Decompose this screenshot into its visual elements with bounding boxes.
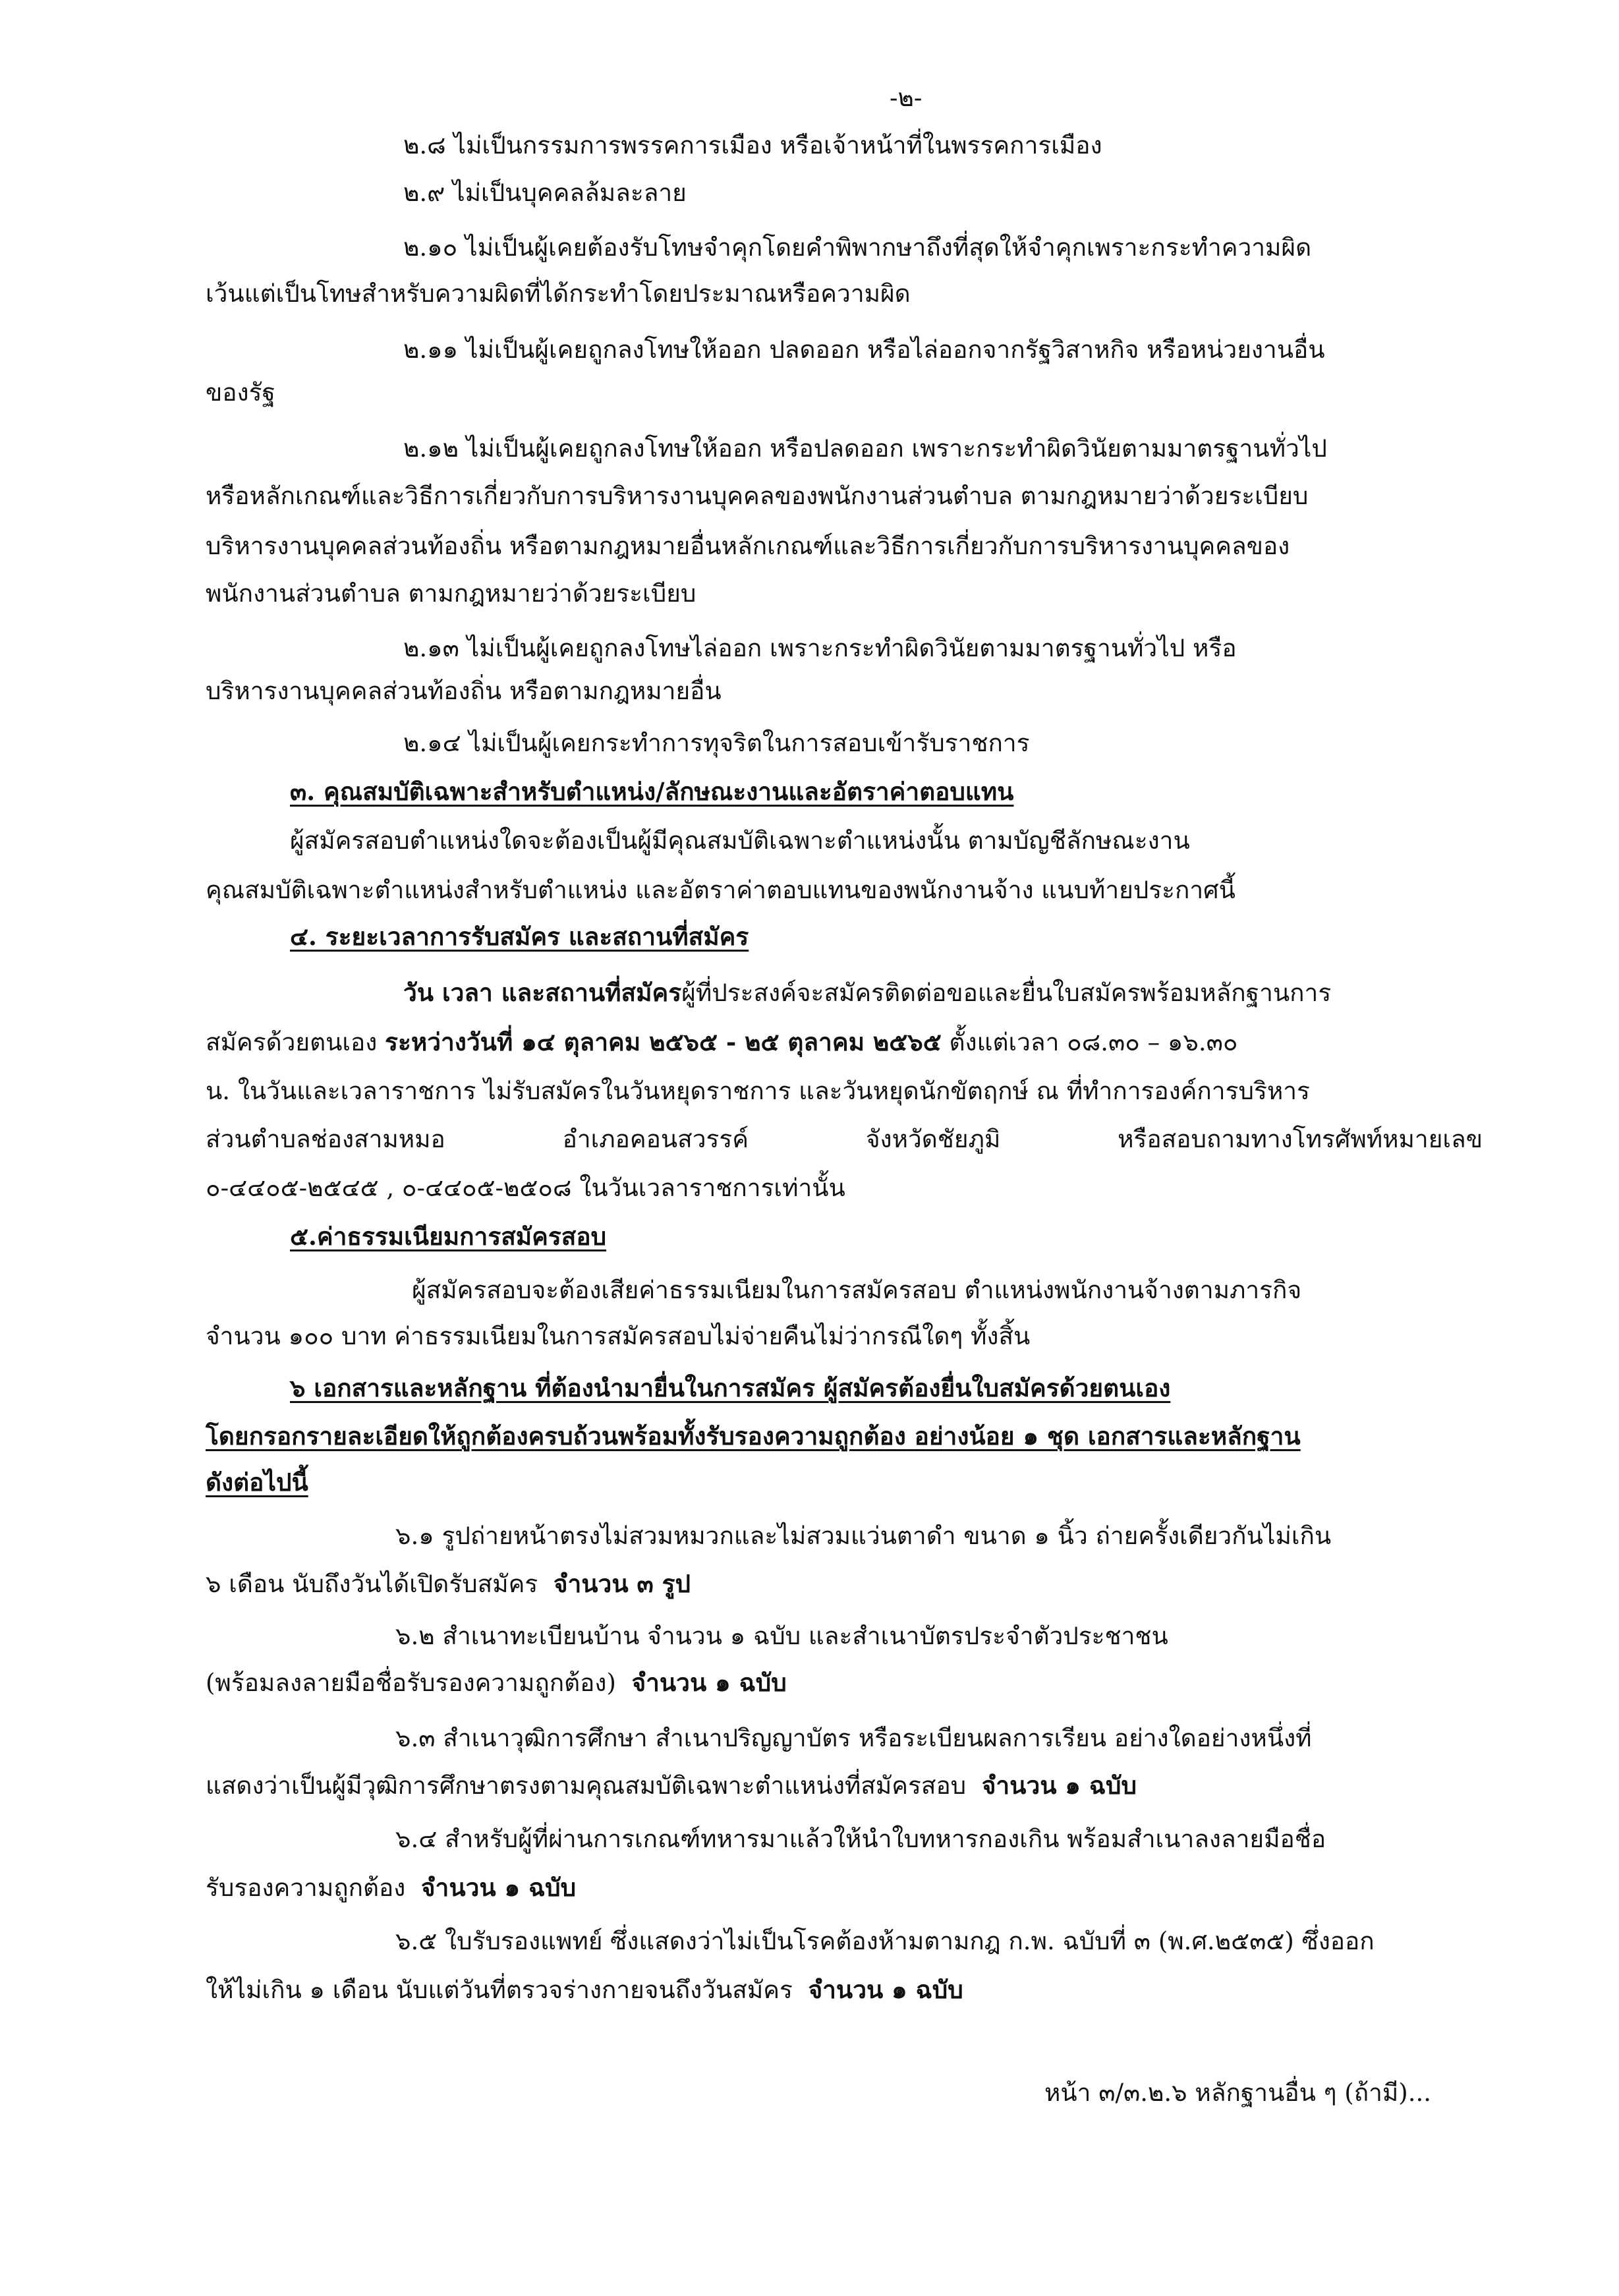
apply-in-person: สมัครด้วยตนเอง [206,1028,378,1056]
item-6-1-line-2 [206,1570,691,1599]
section-4-line-4 [206,1126,1483,1154]
section-5-line-2: จำนวน ๑๐๐ บาท ค่าธรรมเนียมในการสมัครสอบไม่จ่ายคืนไม่ว่ากรณีใดๆ ทั้งสิ้น [206,1322,1031,1350]
item-6-3-quantity: จำนวน ๑ ฉบับ [981,1771,1137,1800]
continuation-footer: หน้า ๓/๓.๒.๖ หลักฐานอื่น ๆ (ถ้ามี)... [1044,2079,1432,2107]
item-6-2-line-2 [206,1669,787,1698]
application-hours: ตั้งแต่เวลา ๐๘.๓๐ – ๑๖.๓๐ [949,1028,1238,1056]
section-4-line-5: ๐-๔๔๐๕-๒๕๔๕ , ๐-๔๔๐๕-๒๕๐๘ ในวันเวลาราชการเท่านั้น [206,1174,845,1202]
district: อำเภอคอนสวรรค์ [562,1125,749,1153]
section-6-heading-2: โดยกรอกรายละเอียดให้ถูกต้องครบถ้วนพร้อมทั้งรับรองความถูกต้อง อย่างน้อย ๑ ชุด เอกสารและหลักฐาน [206,1421,1301,1450]
section-6-heading-1: ๖ เอกสารและหลักฐาน ที่ต้องนำมายื่นในการสมัคร ผู้สมัครต้องยื่นใบสมัครด้วยตนเอง [290,1373,1171,1402]
section-3-line-1: ผู้สมัครสอบตำแหน่งใดจะต้องเป็นผู้มีคุณสมบัติเฉพาะตำแหน่งนั้น ตามบัญชีลักษณะงาน [290,826,1190,855]
item-2-8: ๒.๘ ไม่เป็นกรรมการพรรคการเมือง หรือเจ้าหน้าที่ในพรรคการเมือง [403,131,1102,159]
item-6-2-quantity: จำนวน ๑ ฉบับ [631,1668,787,1697]
section-5-heading: ๕.ค่าธรรมเนียมการสมัครสอบ [290,1222,607,1251]
application-intro: ผู้ที่ประสงค์จะสมัครติดต่อขอและยื่นใบสมัครพร้อมหลักฐานการ [681,979,1332,1007]
section-4-line-1 [403,979,1331,1008]
item-6-1-text: ๖ เดือน นับถึงวันได้เปิดรับสมัคร [206,1570,538,1598]
item-6-3-text: แสดงว่าเป็นผู้มีวุฒิการศึกษาตรงตามคุณสมบัติเฉพาะตำแหน่งที่สมัครสอบ [206,1771,967,1800]
page-number: -๒- [890,84,923,112]
section-4-line-2 [206,1028,1238,1057]
item-2-11: ๒.๑๑ ไม่เป็นผู้เคยถูกลงโทษให้ออก ปลดออก หรือไล่ออกจากรัฐวิสาหกิจ หรือหน่วยงานอื่น [403,335,1325,364]
item-6-5-line-2 [206,1976,963,2005]
item-6-4-text: รับรองความถูกต้อง [206,1874,406,1902]
item-6-3-line-1: ๖.๓ สำเนาวุฒิการศึกษา สำเนาปริญญาบัตร หรือระเบียนผลการเรียน อย่างใดอย่างหนึ่งที่ [395,1724,1312,1752]
item-6-1-line-1: ๖.๑ รูปถ่ายหน้าตรงไม่สวมหมวกและไม่สวมแว่นตาดำ ขนาด ๑ นิ้ว ถ่ายครั้งเดียวกันไม่เกิน [395,1522,1332,1550]
item-2-10-cont: เว้นแต่เป็นโทษสำหรับความผิดที่ได้กระทำโดยประมาณหรือความผิด [206,279,911,308]
item-2-12-cont-2: บริหารงานบุคคลส่วนท้องถิ่น หรือตามกฎหมายอื่นหลักเกณฑ์และวิธีการเกี่ยวกับการบริหารงานบุคคลของ [206,532,1290,560]
item-2-13: ๒.๑๓ ไม่เป็นผู้เคยถูกลงโทษไล่ออก เพราะกระทำผิดวินัยตามมาตรฐานทั่วไป หรือ [403,634,1237,662]
item-2-13-cont: บริหารงานบุคคลส่วนท้องถิ่น หรือตามกฎหมายอื่น [206,677,722,705]
item-6-2-text: (พร้อมลงลายมือชื่อรับรองความถูกต้อง) [206,1669,616,1697]
item-2-11-cont: ของรัฐ [206,378,275,407]
item-6-4-quantity: จำนวน ๑ ฉบับ [420,1873,577,1902]
section-4-heading: ๔. ระยะเวลาการรับสมัคร และสถานที่สมัคร [290,922,749,951]
item-2-14: ๒.๑๔ ไม่เป็นผู้เคยกระทำการทุจริตในการสอบเข้ารับราชการ [403,729,1030,757]
item-6-4-line-1: ๖.๔ สำหรับผู้ที่ผ่านการเกณฑ์ทหารมาแล้วให้นำใบทหารกองเกิน พร้อมสำเนาลงลายมือชื่อ [395,1825,1326,1853]
item-2-12-cont-1: หรือหลักเกณฑ์และวิธีการเกี่ยวกับการบริหารงานบุคคลของพนักงานส่วนตำบล ตามกฎหมายว่าด้วยระเบียบ [206,482,1309,510]
province: จังหวัดชัยภูมิ [865,1125,1001,1153]
application-dates: ระหว่างวันที่ ๑๔ ตุลาคม ๒๕๖๕ - ๒๕ ตุลาคม ๒๕๖๕ [385,1027,942,1056]
item-6-3-line-2 [206,1771,1137,1800]
item-6-2-line-1: ๖.๒ สำเนาทะเบียนบ้าน จำนวน ๑ ฉบับ และสำเนาบัตรประจำตัวประชาชน [395,1622,1168,1650]
item-6-5-line-1: ๖.๕ ใบรับรองแพทย์ ซึ่งแสดงว่าไม่เป็นโรคต้องห้ามตามกฎ ก.พ. ฉบับที่ ๓ (พ.ศ.๒๕๓๕) ซึ่งออก [395,1927,1375,1955]
subdistrict-office: ส่วนตำบลช่องสามหมอ [206,1125,445,1153]
item-6-1-quantity: จำนวน ๓ รูป [553,1569,691,1598]
section-6-heading-3: ดังต่อไปนี้ [206,1468,308,1497]
section-5-line-1: ผู้สมัครสอบจะต้องเสียค่าธรรมเนียมในการสมัครสอบ ตำแหน่งพนักงานจ้างตามภารกิจ [412,1276,1302,1304]
phone-inquiry: หรือสอบถามทางโทรศัพท์หมายเลข [1118,1125,1483,1153]
item-6-4-line-2 [206,1874,576,1903]
item-2-12-cont-3: พนักงานส่วนตำบล ตามกฎหมายว่าด้วยระเบียบ [206,579,696,608]
application-when-where-label: วัน เวลา และสถานที่สมัคร [403,978,682,1007]
item-6-5-text: ให้ไม่เกิน ๑ เดือน นับแต่วันที่ตรวจร่างกายจนถึงวันสมัคร [206,1976,793,2004]
item-6-5-quantity: จำนวน ๑ ฉบับ [808,1975,963,2004]
section-3-line-2: คุณสมบัติเฉพาะตำแหน่งสำหรับตำแหน่ง และอัตราค่าตอบแทนของพนักงานจ้าง แนบท้ายประกาศนี้ [206,876,1236,904]
item-2-12: ๒.๑๒ ไม่เป็นผู้เคยถูกลงโทษให้ออก หรือปลดออก เพราะกระทำผิดวินัยตามมาตรฐานทั่วไป [403,434,1327,463]
item-2-9: ๒.๙ ไม่เป็นบุคคลล้มละลาย [403,179,687,207]
item-2-10: ๒.๑๐ ไม่เป็นผู้เคยต้องรับโทษจำคุกโดยคำพิพากษาถึงที่สุดให้จำคุกเพราะกระทำความผิด [403,233,1312,262]
section-4-line-3: น. ในวันและเวลาราชการ ไม่รับสมัครในวันหยุดราชการ และวันหยุดนักขัตฤกษ์ ณ ที่ทำการองค์การบริหาร [206,1077,1310,1105]
section-3-heading: ๓. คุณสมบัติเฉพาะสำหรับตำแหน่ง/ลักษณะงานและอัตราค่าตอบแทน [290,777,1014,806]
